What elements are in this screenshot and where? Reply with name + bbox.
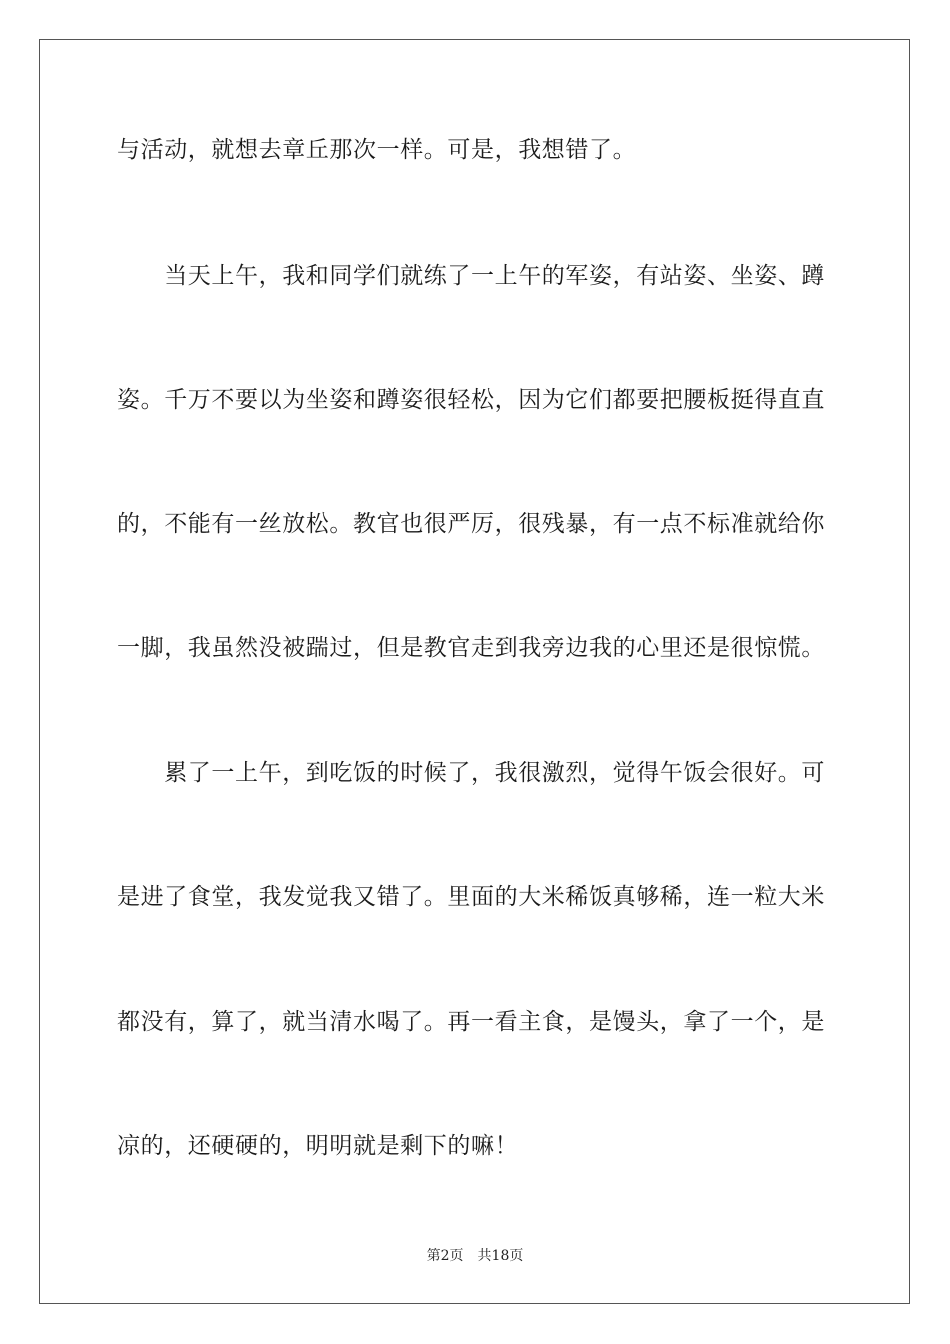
text-line: 的，不能有一丝放松。教官也很严厉，很残暴，有一点不标准就给你: [117, 511, 825, 537]
text-line: 一脚，我虽然没被踹过，但是教官走到我旁边我的心里还是很惊慌。: [117, 635, 825, 661]
page-frame: [39, 39, 910, 1304]
text-line: 姿。千万不要以为坐姿和蹲姿很轻松，因为它们都要把腰板挺得直直: [117, 387, 825, 413]
page-footer: [0, 1247, 950, 1265]
text-line: 都没有，算了，就当清水喝了。再一看主食，是馒头，拿了一个，是: [117, 1009, 825, 1035]
text-line: 是进了食堂，我发觉我又错了。里面的大米稀饭真够稀，连一粒大米: [117, 884, 825, 910]
text-line: 当天上午，我和同学们就练了一上午的军姿，有站姿、坐姿、蹲: [117, 263, 825, 289]
page-number: 第2页: [426, 1248, 464, 1264]
text-line: 与活动，就想去章丘那次一样。可是，我想错了。: [117, 137, 637, 163]
total-pages: 共18页: [477, 1248, 524, 1264]
text-line: 累了一上午，到吃饭的时候了，我很激烈，觉得午饭会很好。可: [117, 760, 825, 786]
text-line: 凉的，还硬硬的，明明就是剩下的嘛！: [117, 1133, 519, 1159]
